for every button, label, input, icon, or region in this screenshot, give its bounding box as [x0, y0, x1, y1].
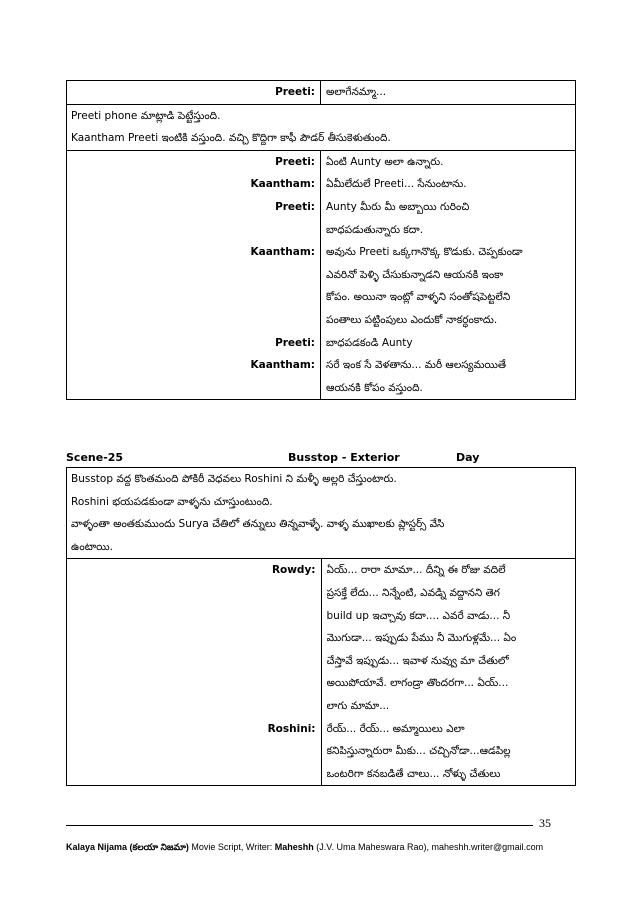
scene-time: Day — [456, 451, 480, 464]
footer-label: Movie Script, Writer: — [188, 842, 275, 852]
dialogue-row — [67, 81, 576, 105]
footer-contact: (J.V. Uma Maheswara Rao), maheshh.writer@gmail.com — [313, 842, 544, 852]
dialogue-cell: అలాగేనమ్మా... — [321, 81, 576, 105]
speaker-cell: Preeti: — [67, 81, 321, 105]
speaker-cell: Rowdy: Roshini: — [67, 559, 322, 786]
dialogue-cell: ఏయ్... రారా మామా... దీన్ని ఈ రోజు వదిలే ప్రసక్తే లేదు... నిన్నేంటి, ఎవడ్ని వద్దానని తెగ build up ఇచ్చావు కదా.... ఎవరే వాడు... నీ మొగుడా... ఇప్పుడు పేము నీ మొగుళ్లమే... ఏం చేస్తావే ఇప్పుడు... ఇవాళ నువ్వు మా చేతులో అయిపోయావే. లాగండ్రా తొందరగా... ఏయ్... లాగు మామా... రేయ్... రేయ్... అమ్మాయిలు ఎలా కనిపిస్తున్నారురా మీకు... చచ్చినోడా...ఆడపిల్ల ఒంటరిగా కనబడితే చాలు... నోళ్ళు చేతులు — [321, 559, 576, 786]
footer-rule — [66, 825, 533, 826]
footer-title: Kalaya Nijama (కలయా నిజమా) — [66, 842, 189, 852]
script-table-2 — [66, 467, 576, 786]
scene-location: Busstop - Exterior — [288, 451, 400, 464]
scene-heading — [66, 449, 576, 467]
action-cell: Preeti phone మాట్లాడి పెట్టేస్తుంది. Kaantham Preeti ఇంటికి వస్తుంది. వచ్చి కొద్దిగా కాఫీ పౌడర్ తీసుకెళుతుంది. — [67, 104, 576, 150]
scene-number: Scene-25 — [66, 451, 124, 464]
page-number: 35 — [539, 816, 551, 830]
action-row — [67, 104, 576, 150]
dialogue-cell: ఏంటి Aunty అలా ఉన్నారు. ఏమీలేదులే Preeti... సేనుంటాను. Aunty మీరు మీ అబ్బాయి గురించి బాధపడుతున్నారు కదా. అవును Preeti ఒక్కగానొక్క కొడుకు. చెప్పకుండా ఎవరినో పెళ్ళి చేసుకున్నాడని ఆయనకి ఇంకా కోపం. అయినా ఇంట్లో వాళ్ళని సంతోషపెట్టలేని పంతాలు పట్టింపులు ఎందుకో నాకర్ధంకాదు. బాధపడకండి Aunty సరే ఇంక సే వెళతాను... మరీ ఆలస్యమయితే ఆయనకి కోపం వస్తుంది. — [321, 150, 576, 400]
action-row — [67, 468, 576, 559]
footer-text — [66, 842, 543, 855]
dialogue-row — [67, 150, 576, 400]
action-cell: Busstop వద్ద కొంతమంది పోకిరీ వెధవలు Roshini ని మళ్ళీ అల్లరి చేస్తుంటారు. Roshini భయపడకుండా వాళ్ళను చూస్తుంటుంది. వాళ్ళంతా అంతకుముందు Surya చేతిలో తన్నులు తిన్నవాళ్ళే. వాళ్ళ ముఖాలకు ప్లాస్టర్స్ వేసి ఉంటాయి. — [67, 468, 576, 559]
footer-writer: Maheshh — [274, 842, 314, 852]
speaker-cell: Preeti: Kaantham: Preeti: Kaantham: Preeti: Kaantham: — [67, 150, 321, 400]
script-table-1 — [66, 80, 576, 400]
dialogue-row — [67, 559, 576, 786]
